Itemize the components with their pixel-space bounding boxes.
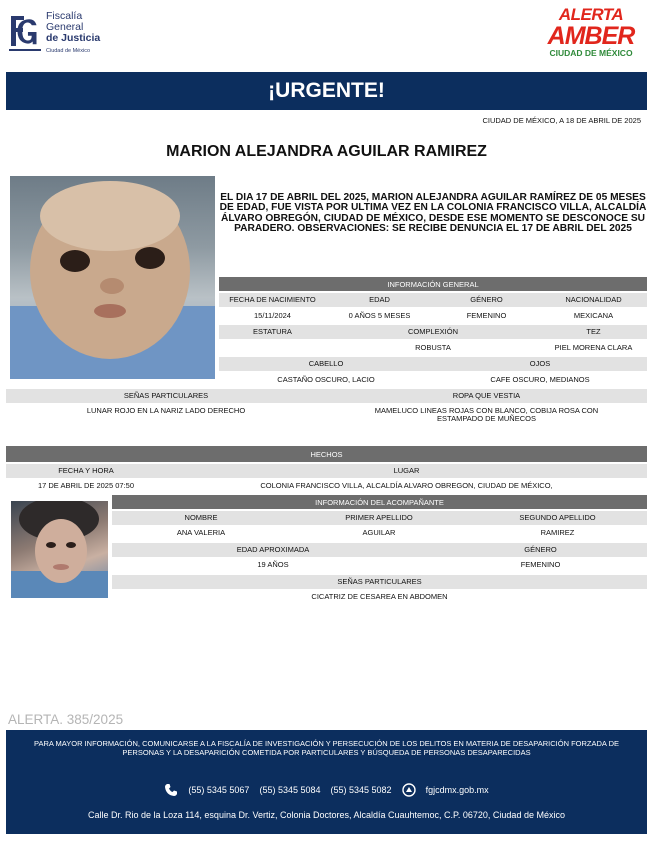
- hechos-title: HECHOS: [6, 446, 647, 462]
- info-general-header-row-3: [219, 357, 647, 371]
- value-senas-acompanante: CICATRIZ DE CESAREA EN ABDOMEN: [311, 592, 448, 601]
- header-ropa: ROPA QUE VESTIA: [326, 389, 647, 403]
- urgent-banner: ¡URGENTE!: [6, 72, 647, 110]
- acompanante-header-row-2: [112, 543, 647, 557]
- fgj-subtitle: Ciudad de México: [46, 48, 91, 54]
- date-line: CIUDAD DE MÉXICO, A 18 DE ABRIL DE 2025: [482, 116, 641, 125]
- acompanante-value-row-1: [112, 526, 647, 540]
- contacts-row: [6, 783, 647, 797]
- value-fecha-nacimiento: 15/11/2024: [254, 311, 291, 320]
- web-icon: [402, 783, 416, 797]
- footer-info-text: PARA MAYOR INFORMACIÓN, COMUNICARSE A LA FISCALÍA DE INVESTIGACIÓN Y PERSECUCIÓN DE LOS DELITOS EN MATERIA DE DESAPARICIÓN FORZADA DE PERSONAS Y LA DESAPARICIÓN COMETIDA POR PARTICULARES Y BÚSQUEDA DE PERSONAS DESAPARECIDAS: [34, 739, 619, 757]
- header-fecha-nacimiento: FECHA DE NACIMIENTO: [219, 293, 326, 307]
- info-general-title: INFORMACIÓN GENERAL: [219, 277, 647, 291]
- fgj-logo: [8, 10, 148, 70]
- header-tez: TEZ: [540, 325, 647, 339]
- phone-1[interactable]: (55) 5345 5067: [188, 785, 250, 795]
- header-genero: GÉNERO: [433, 293, 540, 307]
- header-segundo-apellido: SEGUNDO APELLIDO: [468, 511, 647, 525]
- fgj-line-1: Fiscalía: [46, 10, 83, 22]
- fgj-emblem-icon: [8, 10, 42, 54]
- footer: [6, 730, 647, 834]
- senas-value-row: [6, 405, 647, 427]
- value-ojos: CAFE OSCURO, MEDIANOS: [490, 375, 590, 384]
- hechos-value-row: [6, 479, 647, 493]
- acompanante-value-row-2: [112, 558, 647, 572]
- missing-person-name: MARION ALEJANDRA AGUILAR RAMIREZ: [166, 143, 487, 160]
- senas-header-row: [6, 389, 647, 403]
- value-primer-apellido: AGUILAR: [362, 528, 396, 537]
- info-general-value-row-3: [219, 373, 647, 387]
- header-ojos: OJOS: [433, 357, 647, 371]
- value-nombre: ANA VALERIA: [176, 528, 226, 537]
- acompanante-value-row-3: [112, 590, 647, 604]
- footer-address: Calle Dr. Rio de la Loza 114, esquina Dr. Vertiz, Colonia Doctores, Alcaldía Cuauhtemoc, C.P. 06720, Ciudad de México: [88, 810, 565, 820]
- value-genero: FEMENINO: [466, 311, 507, 320]
- acompanante-header-row-3: [112, 575, 647, 589]
- header-fecha-hora: FECHA Y HORA: [6, 464, 166, 478]
- info-general-header-row-2: [219, 325, 647, 339]
- value-tez: PIEL MORENA CLARA: [554, 343, 633, 352]
- phone-2[interactable]: (55) 5345 5084: [259, 785, 321, 795]
- value-estatura: [219, 341, 326, 355]
- narrative-text: EL DIA 17 DE ABRIL DEL 2025, MARION ALEJANDRA AGUILAR RAMÍREZ DE 05 MESES DE EDAD, FUE VISTA POR ULTIMA VEZ EN LA COLONIA FRANCISCO VILLA, ALCALDÍA ÁLVARO OBREGÓN, CIUDAD DE MÉXICO, DESDE ESE MOMENTO SE DESCONOCE SU PARADERO. OBSERVACIONES: SE RECIBE DENUNCIA EL 17 DE ABRIL DEL 2025: [219, 192, 647, 235]
- fgj-line-2: General: [46, 21, 84, 33]
- value-edad: 0 AÑOS 5 MESES: [348, 311, 411, 320]
- value-ropa: MAMELUCO LINEAS ROJAS CON BLANCO, COBIJA ROSA CON ESTAMPADO DE MUÑECOS: [374, 406, 599, 423]
- companion-photo: [11, 501, 108, 598]
- header-senas-acompanante: SEÑAS PARTICULARES: [112, 575, 647, 589]
- header-complexion: COMPLEXIÓN: [326, 325, 540, 339]
- header-lugar: LUGAR: [166, 464, 647, 478]
- value-edad-aproximada: 19 AÑOS: [257, 560, 289, 569]
- amber-line-1: ALERTA: [558, 5, 624, 24]
- hechos-header-row: [6, 464, 647, 478]
- value-fecha-hora: 17 DE ABRIL DE 2025 07:50: [37, 481, 135, 490]
- header-nacionalidad: NACIONALIDAD: [540, 293, 647, 307]
- header-nombre: NOMBRE: [112, 511, 290, 525]
- header-senas-particulares: SEÑAS PARTICULARES: [6, 389, 326, 403]
- value-complexion: ROBUSTA: [415, 343, 451, 352]
- value-nacionalidad: MEXICANA: [573, 311, 614, 320]
- website-link[interactable]: fgjcdmx.gob.mx: [425, 785, 489, 795]
- header-edad: EDAD: [326, 293, 433, 307]
- value-senas-particulares: LUNAR ROJO EN LA NARIZ LADO DERECHO: [86, 406, 246, 415]
- fgj-line-3: de Justicia: [46, 32, 101, 44]
- header-cabello: CABELLO: [219, 357, 433, 371]
- amber-line-3: CIUDAD DE MÉXICO: [549, 48, 633, 58]
- acompanante-header-row-1: [112, 511, 647, 525]
- alerta-amber-logo: [541, 6, 641, 68]
- info-general-value-row-2: [219, 341, 647, 355]
- missing-person-photo: [10, 176, 215, 379]
- header-primer-apellido: PRIMER APELLIDO: [290, 511, 468, 525]
- acompanante-title: INFORMACIÓN DEL ACOMPAÑANTE: [112, 495, 647, 509]
- value-cabello: CASTAÑO OSCURO, LACIO: [277, 375, 375, 384]
- value-lugar: COLONIA FRANCISCO VILLA, ALCALDÍA ALVARO OBREGON, CIUDAD DE MÉXICO,: [260, 481, 553, 490]
- info-general-header-row-1: [219, 293, 647, 307]
- phone-icon: [164, 783, 178, 797]
- value-genero-acompanante: FEMENINO: [520, 560, 561, 569]
- info-general-value-row-1: [219, 309, 647, 323]
- header-estatura: ESTATURA: [219, 325, 326, 339]
- phone-3[interactable]: (55) 5345 5082: [330, 785, 392, 795]
- header-genero-acompanante: GÉNERO: [434, 543, 647, 557]
- alert-number: ALERTA. 385/2025: [8, 712, 124, 727]
- value-segundo-apellido: RAMIREZ: [540, 528, 575, 537]
- amber-line-2: AMBER: [547, 22, 635, 50]
- header-edad-aproximada: EDAD APROXIMADA: [112, 543, 434, 557]
